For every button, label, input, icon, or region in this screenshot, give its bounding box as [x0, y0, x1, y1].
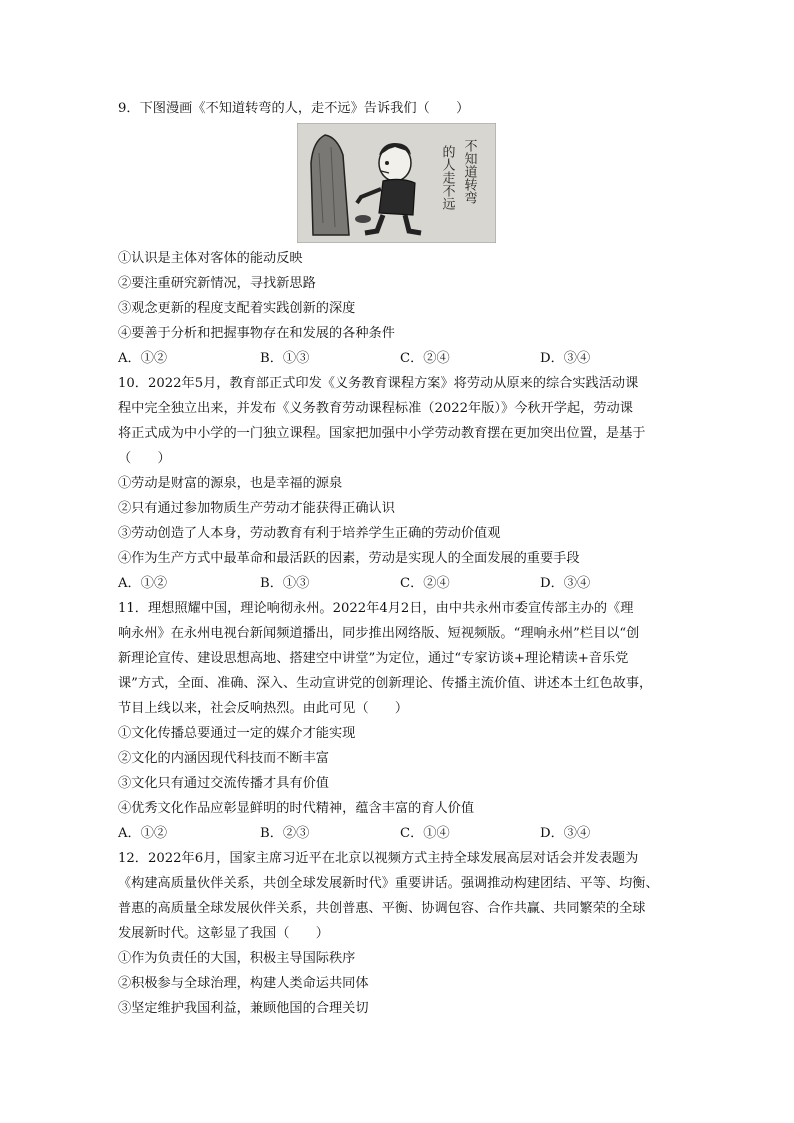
cartoon-caption-right: 不知道转弯 [461, 139, 477, 204]
q9-statement-2: ②要注重研究新情况，寻找新思路 [118, 276, 316, 291]
q9-option-b: B．①③ [260, 351, 310, 366]
q9-statement-4: ④要善于分析和把握事物存在和发展的各种条件 [118, 326, 395, 341]
cartoon-illustration [297, 123, 496, 243]
q12-stem-1: 12．2022年6月，国家主席习近平在北京以视频方式主持全球发展高层对话会并发表题为 [118, 851, 639, 866]
q11-option-b: B．②③ [260, 826, 310, 841]
q10-statement-1: ①劳动是财富的源泉，也是幸福的源泉 [118, 476, 343, 491]
q11-option-d: D．③④ [540, 826, 591, 841]
q10-option-d: D．③④ [540, 576, 591, 591]
q9-statement-1: ①认识是主体对客体的能动反映 [118, 251, 303, 266]
q12-statement-1: ①作为负责任的大国，积极主导国际秩序 [118, 951, 356, 966]
cartoon-caption-left: 的人走不远 [439, 145, 455, 210]
q11-option-a: A．①② [118, 826, 168, 841]
q10-statement-4: ④作为生产方式中最革命和最活跃的因素，劳动是实现人的全面发展的重要手段 [118, 551, 580, 566]
q11-stem-5: 节目上线以来，社会反响热烈。由此可见（ ） [118, 701, 409, 716]
q9-statement-3: ③观念更新的程度支配着实践创新的深度 [118, 301, 356, 316]
q12-stem-4: 发展新时代。这彰显了我国（ ） [118, 926, 329, 941]
q12-statement-3: ③坚定维护我国利益，兼顾他国的合理关切 [118, 1001, 369, 1016]
q11-stem-3: 新理论宣传、建设思想高地、搭建空中讲堂”为定位，通过“专家访谈+理论精读+音乐党 [118, 651, 629, 666]
q11-statement-1: ①文化传播总要通过一定的媒介才能实现 [118, 726, 356, 741]
q11-stem-1: 11．理想照耀中国，理论响彻永州。2022年4月2日，由中共永州市委宣传部主办的《理 [118, 601, 634, 616]
q10-option-a: A．①② [118, 576, 168, 591]
q11-stem-4: 课”方式，全面、准确、深入、生动宣讲党的创新理论、传播主流价值、讲述本土红色故事， [118, 676, 653, 691]
q10-stem-1: 10．2022年5月，教育部正式印发《义务教育课程方案》将劳动从原来的综合实践活动课 [118, 376, 639, 391]
q11-statement-2: ②文化的内涵因现代科技而不断丰富 [118, 751, 329, 766]
q12-stem-2: 《构建高质量伙伴关系，共创全球发展新时代》重要讲话。强调推动构建团结、平等、均衡、 [118, 876, 659, 891]
q10-option-c: C．②④ [400, 576, 450, 591]
q9-option-a: A．①② [118, 351, 168, 366]
q9-option-c: C．②④ [400, 351, 450, 366]
q10-stem-4: （ ） [118, 451, 171, 466]
q10-stem-3: 将正式成为中小学的一门独立课程。国家把加强中小学劳动教育摆在更加突出位置，是基于 [118, 426, 646, 441]
q10-statement-3: ③劳动创造了人本身，劳动教育有利于培养学生正确的劳动价值观 [118, 526, 501, 541]
q9-stem: 9．下图漫画《不知道转弯的人，走不远》告诉我们（ ） [118, 101, 470, 116]
q10-stem-2: 程中完全独立出来，并发布《义务教育劳动课程标准（2022年版）》今秋开学起，劳动课 [118, 401, 633, 416]
q11-statement-4: ④优秀文化作品应彰显鲜明的时代精神，蕴含丰富的育人价值 [118, 801, 475, 816]
q11-option-c: C．①④ [400, 826, 450, 841]
cartoon-image [297, 123, 496, 243]
q9-option-d: D．③④ [540, 351, 591, 366]
q11-statement-3: ③文化只有通过交流传播才具有价值 [118, 776, 329, 791]
q11-stem-2: 响永州》在永州电视台新闻频道播出，同步推出网络版、短视频版。“理响永州”栏目以“创 [118, 626, 640, 641]
q10-statement-2: ②只有通过参加物质生产劳动才能获得正确认识 [118, 501, 395, 516]
q12-stem-3: 普惠的高质量全球发展伙伴关系，共创普惠、平衡、协调包容、合作共赢、共同繁荣的全球 [118, 901, 646, 916]
q10-option-b: B．①③ [260, 576, 310, 591]
q12-statement-2: ②积极参与全球治理，构建人类命运共同体 [118, 976, 369, 991]
